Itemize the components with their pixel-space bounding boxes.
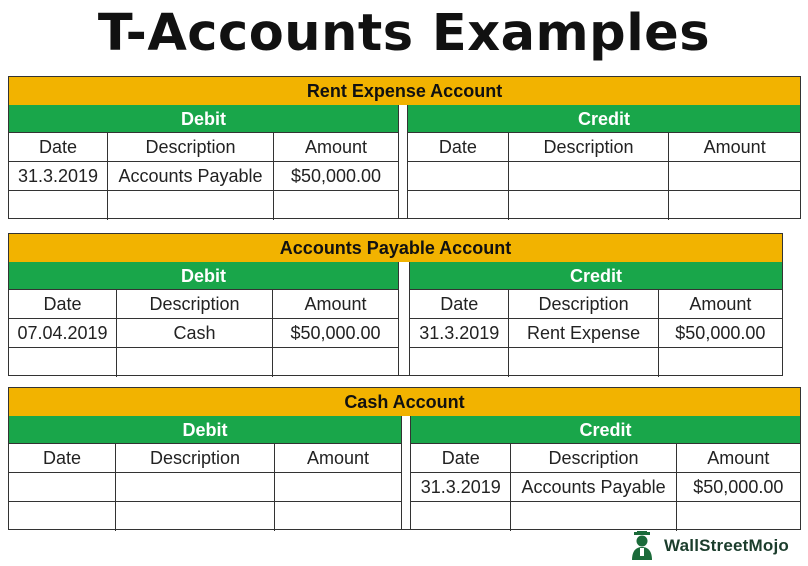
column-header: Description xyxy=(117,290,273,318)
column-header: Date xyxy=(410,290,509,318)
table-cell xyxy=(410,348,509,377)
table-cell xyxy=(273,348,398,377)
table-cell: 31.3.2019 xyxy=(9,162,108,190)
column-header: Amount xyxy=(304,293,367,314)
account-table xyxy=(8,387,801,530)
column-header: Amount xyxy=(306,447,370,468)
brand-logo xyxy=(626,531,789,561)
table-cell: $50,000.00 xyxy=(675,322,766,343)
table-cell: 31.3.2019 xyxy=(410,319,509,347)
table-row xyxy=(411,473,800,502)
table-row xyxy=(9,319,398,348)
column-header: Description xyxy=(509,133,670,161)
table-cell xyxy=(411,502,511,531)
column-header: Date xyxy=(411,444,511,472)
account-table xyxy=(8,76,801,219)
table-row xyxy=(9,348,398,377)
debit-side xyxy=(9,262,398,377)
credit-side xyxy=(410,262,782,377)
column-header: Amount xyxy=(304,136,368,157)
table-cell xyxy=(408,191,509,220)
debit-side xyxy=(9,105,398,220)
table-cell: Cash xyxy=(117,319,273,347)
table-cell: Accounts Payable xyxy=(108,162,274,190)
table-cell xyxy=(509,162,670,190)
table-cell xyxy=(116,473,275,501)
column-header-row xyxy=(9,133,398,162)
table-cell xyxy=(108,191,274,220)
table-cell: $50,000.00 xyxy=(693,476,784,497)
column-divider xyxy=(398,105,408,218)
brand-text: WallStreetMojo xyxy=(664,536,789,555)
table-row xyxy=(408,191,800,220)
table-cell xyxy=(117,348,273,377)
table-row xyxy=(410,319,782,348)
column-header: Amount xyxy=(689,293,752,314)
debit-header: Debit xyxy=(9,416,401,444)
account-title: Cash Account xyxy=(9,388,800,417)
table-cell: Rent Expense xyxy=(509,319,658,347)
table-cell xyxy=(509,348,658,377)
column-header-row xyxy=(411,444,800,473)
column-header: Date xyxy=(408,133,509,161)
debit-header: Debit xyxy=(9,262,398,290)
mascot-icon xyxy=(626,531,658,561)
debit-side xyxy=(9,416,401,531)
column-header: Amount xyxy=(703,136,766,157)
column-header: Amount xyxy=(707,447,770,468)
column-divider xyxy=(398,262,410,375)
column-divider xyxy=(401,416,411,529)
credit-header: Credit xyxy=(408,105,800,133)
table-row xyxy=(9,162,398,191)
table-cell xyxy=(511,502,676,531)
account-table xyxy=(8,233,783,376)
table-cell xyxy=(9,191,108,220)
table-cell xyxy=(9,473,116,501)
table-cell xyxy=(659,348,782,377)
table-row xyxy=(411,502,800,531)
column-header: Date xyxy=(9,290,117,318)
table-cell xyxy=(116,502,275,531)
column-header: Description xyxy=(116,444,275,472)
debit-header: Debit xyxy=(9,105,398,133)
table-cell xyxy=(275,502,401,531)
table-cell xyxy=(509,191,670,220)
table-cell xyxy=(9,348,117,377)
credit-side xyxy=(408,105,800,220)
column-header: Date xyxy=(9,444,116,472)
table-row xyxy=(408,162,800,191)
column-header: Description xyxy=(509,290,658,318)
table-cell: Accounts Payable xyxy=(511,473,676,501)
table-cell: $50,000.00 xyxy=(290,165,382,186)
column-header: Description xyxy=(511,444,676,472)
account-title: Rent Expense Account xyxy=(9,77,800,106)
table-cell xyxy=(408,162,509,190)
table-cell xyxy=(274,191,398,220)
column-header-row xyxy=(9,444,401,473)
credit-side xyxy=(411,416,800,531)
table-cell xyxy=(677,502,800,531)
column-header-row xyxy=(410,290,782,319)
table-cell: $50,000.00 xyxy=(290,322,381,343)
table-cell xyxy=(275,473,401,501)
table-cell xyxy=(9,502,116,531)
column-header-row xyxy=(408,133,800,162)
credit-header: Credit xyxy=(410,262,782,290)
table-row xyxy=(9,502,401,531)
column-header-row xyxy=(9,290,398,319)
table-row xyxy=(410,348,782,377)
table-cell: 31.3.2019 xyxy=(411,473,511,501)
table-row xyxy=(9,191,398,220)
column-header: Description xyxy=(108,133,274,161)
page-title: T-Accounts Examples xyxy=(97,4,711,63)
credit-header: Credit xyxy=(411,416,800,444)
table-cell xyxy=(669,162,800,190)
table-row xyxy=(9,473,401,502)
column-header: Date xyxy=(9,133,108,161)
account-title: Accounts Payable Account xyxy=(9,234,782,263)
table-cell: 07.04.2019 xyxy=(9,319,117,347)
table-cell xyxy=(669,191,800,220)
